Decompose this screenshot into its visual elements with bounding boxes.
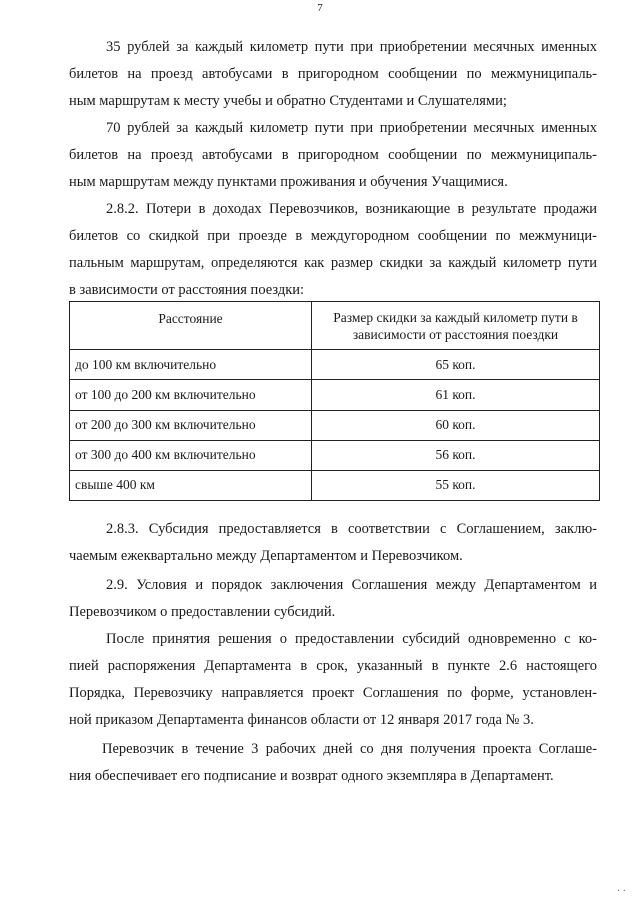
paragraph-line: 2.9. Условия и порядок заключения Соглашения между Департаментом и	[106, 577, 597, 593]
table-cell-distance: до 100 км включительно	[70, 350, 312, 380]
paragraph-line: После принятия решения о предоставлении субсидий одновременно с ко-	[106, 631, 597, 647]
table-cell-discount: 60 коп.	[312, 410, 600, 440]
paragraph-line: 2.8.2. Потери в доходах Перевозчиков, возникающие в результате продажи	[106, 201, 597, 217]
paragraph-line: ным маршрутам между пунктами проживания и обучения Учащимися.	[69, 174, 508, 190]
scan-dots: · ·	[616, 886, 626, 897]
table-row	[70, 350, 600, 380]
table-header-distance: Расстояние	[70, 302, 312, 350]
paragraph-line: 70 рублей за каждый километр пути при приобретении месячных именных	[106, 120, 597, 136]
table-row	[70, 380, 600, 410]
paragraph-line: пальным маршрутам, определяются как размер скидки за каждый километр пути	[69, 255, 597, 271]
table-row	[70, 440, 600, 470]
paragraph-line: билетов на проезд автобусами в пригородном сообщении по межмуниципаль-	[69, 147, 597, 163]
table-row	[70, 410, 600, 440]
paragraph-line: ния обеспечивает его подписание и возврат одного экземпляра в Департамент.	[69, 768, 554, 784]
table-cell-discount: 56 коп.	[312, 440, 600, 470]
table-cell-discount: 55 коп.	[312, 470, 600, 500]
table-header-row	[70, 302, 600, 350]
table-cell-distance: свыше 400 км	[70, 470, 312, 500]
table-cell-distance: от 200 до 300 км включительно	[70, 410, 312, 440]
paragraph-line: Порядка, Перевозчику направляется проект Соглашения по форме, установлен-	[69, 685, 597, 701]
paragraph-line: 35 рублей за каждый километр пути при приобретении месячных именных	[106, 39, 597, 55]
page-number: 7	[317, 2, 323, 14]
paragraph-line: чаемым ежеквартально между Департаментом и Перевозчиком.	[69, 548, 463, 564]
table-cell-discount: 65 коп.	[312, 350, 600, 380]
table-cell-distance: от 300 до 400 км включительно	[70, 440, 312, 470]
paragraph-line: Перевозчик в течение 3 рабочих дней со дня получения проекта Соглаше-	[102, 741, 597, 757]
paragraph-line: в зависимости от расстояния поездки:	[69, 282, 305, 298]
discount-table	[69, 301, 600, 501]
paragraph-line: билетов на проезд автобусами в пригородном сообщении по межмуниципаль-	[69, 66, 597, 82]
paragraph-line: ным маршрутам к месту учебы и обратно Студентами и Слушателями;	[69, 93, 507, 109]
table-row	[70, 470, 600, 500]
paragraph-line: билетов со скидкой при проезде в междугородном сообщении по межмуници-	[69, 228, 597, 244]
paragraph-line: пией распоряжения Департамента в срок, указанный в пункте 2.6 настоящего	[69, 658, 597, 674]
table-cell-discount: 61 коп.	[312, 380, 600, 410]
table-cell-distance: от 100 до 200 км включительно	[70, 380, 312, 410]
paragraph-line: ной приказом Департамента финансов области от 12 января 2017 года № 3.	[69, 712, 534, 728]
table-header-discount: Размер скидки за каждый километр пути в зависимости от расстояния поездки	[312, 302, 600, 350]
paragraph-line: 2.8.3. Субсидия предоставляется в соответствии с Соглашением, заклю-	[106, 521, 597, 537]
paragraph-line: Перевозчиком о предоставлении субсидий.	[69, 604, 336, 620]
